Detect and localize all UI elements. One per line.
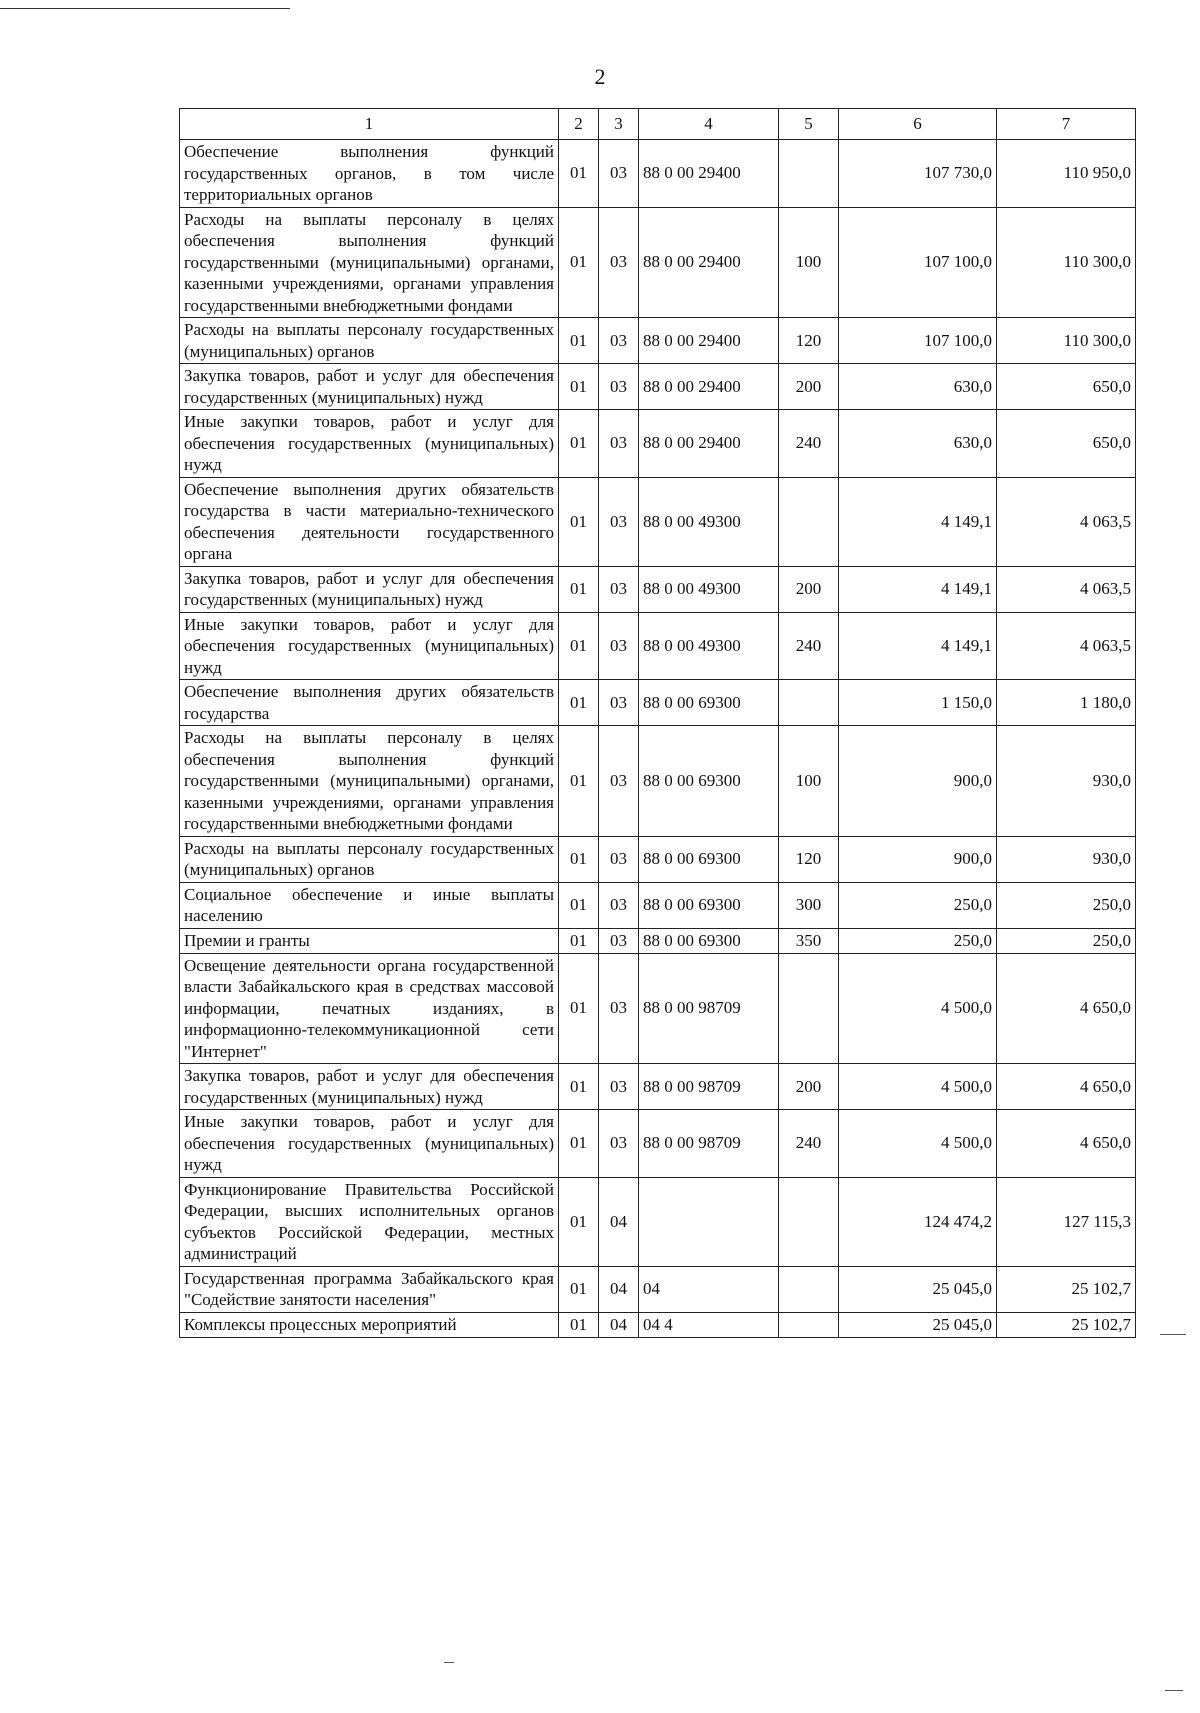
cell-expense-type xyxy=(779,1312,839,1337)
cell-subsection: 04 xyxy=(599,1312,639,1337)
cell-amount-year1: 630,0 xyxy=(839,364,997,410)
cell-target-article xyxy=(639,1177,779,1266)
cell-section: 01 xyxy=(559,364,599,410)
cell-subsection: 04 xyxy=(599,1177,639,1266)
cell-amount-year2: 930,0 xyxy=(997,726,1136,837)
cell-subsection: 03 xyxy=(599,612,639,680)
cell-amount-year1: 107 100,0 xyxy=(839,318,997,364)
cell-amount-year1: 4 149,1 xyxy=(839,612,997,680)
table-body xyxy=(180,140,1136,1338)
table-row xyxy=(180,1110,1136,1178)
cell-name: Обеспечение выполнения функций государственных органов, в том числе территориальных органов xyxy=(180,140,559,208)
cell-section: 01 xyxy=(559,566,599,612)
cell-name: Расходы на выплаты персоналу в целях обеспечения выполнения функций государственными (муниципальными) органами, казенными учреждениями, органами управления государственными внебюджетными фондами xyxy=(180,726,559,837)
top-rule xyxy=(0,8,290,9)
cell-amount-year2: 1 180,0 xyxy=(997,680,1136,726)
cell-section: 01 xyxy=(559,680,599,726)
cell-name: Иные закупки товаров, работ и услуг для обеспечения государственных (муниципальных) нужд xyxy=(180,612,559,680)
cell-amount-year1: 107 100,0 xyxy=(839,207,997,318)
cell-name: Расходы на выплаты персоналу государственных (муниципальных) органов xyxy=(180,318,559,364)
page-number: 2 xyxy=(594,64,606,89)
cell-target-article: 88 0 00 69300 xyxy=(639,680,779,726)
cell-name: Премии и гранты xyxy=(180,928,559,953)
cell-expense-type: 240 xyxy=(779,410,839,478)
cell-section: 01 xyxy=(559,953,599,1064)
cell-expense-type: 300 xyxy=(779,882,839,928)
table-row xyxy=(180,1177,1136,1266)
cell-expense-type xyxy=(779,140,839,208)
cell-amount-year1: 124 474,2 xyxy=(839,1177,997,1266)
cell-expense-type xyxy=(779,680,839,726)
cell-name: Иные закупки товаров, работ и услуг для обеспечения государственных (муниципальных) нужд xyxy=(180,410,559,478)
cell-amount-year2: 25 102,7 xyxy=(997,1312,1136,1337)
header-cell-section: 2 xyxy=(559,109,599,140)
header-cell-expense-type: 5 xyxy=(779,109,839,140)
cell-name: Закупка товаров, работ и услуг для обеспечения государственных (муниципальных) нужд xyxy=(180,566,559,612)
cell-amount-year1: 25 045,0 xyxy=(839,1266,997,1312)
cell-section: 01 xyxy=(559,318,599,364)
header-cell-amount-year1: 6 xyxy=(839,109,997,140)
cell-subsection: 03 xyxy=(599,477,639,566)
margin-mark xyxy=(1165,1690,1183,1691)
cell-name: Обеспечение выполнения других обязательств государства xyxy=(180,680,559,726)
cell-subsection: 03 xyxy=(599,207,639,318)
header-cell-name: 1 xyxy=(180,109,559,140)
cell-target-article: 88 0 00 29400 xyxy=(639,364,779,410)
cell-expense-type xyxy=(779,1266,839,1312)
cell-amount-year1: 900,0 xyxy=(839,836,997,882)
table-row xyxy=(180,1064,1136,1110)
cell-subsection: 03 xyxy=(599,953,639,1064)
cell-section: 01 xyxy=(559,207,599,318)
cell-subsection: 03 xyxy=(599,1064,639,1110)
cell-expense-type: 100 xyxy=(779,726,839,837)
cell-target-article: 88 0 00 29400 xyxy=(639,207,779,318)
cell-target-article: 88 0 00 98709 xyxy=(639,1110,779,1178)
cell-section: 01 xyxy=(559,928,599,953)
cell-amount-year2: 110 300,0 xyxy=(997,318,1136,364)
cell-section: 01 xyxy=(559,1064,599,1110)
cell-amount-year1: 630,0 xyxy=(839,410,997,478)
cell-target-article: 04 xyxy=(639,1266,779,1312)
cell-target-article: 88 0 00 69300 xyxy=(639,882,779,928)
cell-section: 01 xyxy=(559,477,599,566)
cell-subsection: 03 xyxy=(599,928,639,953)
table-row xyxy=(180,1266,1136,1312)
cell-section: 01 xyxy=(559,140,599,208)
cell-amount-year1: 25 045,0 xyxy=(839,1312,997,1337)
cell-target-article: 88 0 00 98709 xyxy=(639,1064,779,1110)
cell-section: 01 xyxy=(559,1266,599,1312)
cell-amount-year2: 127 115,3 xyxy=(997,1177,1136,1266)
cell-amount-year2: 4 650,0 xyxy=(997,953,1136,1064)
table-row xyxy=(180,318,1136,364)
cell-target-article: 88 0 00 29400 xyxy=(639,318,779,364)
cell-section: 01 xyxy=(559,882,599,928)
cell-name: Функционирование Правительства Российской Федерации, высших исполнительных органов субъектов Российской Федерации, местных администраций xyxy=(180,1177,559,1266)
cell-section: 01 xyxy=(559,836,599,882)
cell-name: Иные закупки товаров, работ и услуг для обеспечения государственных (муниципальных) нужд xyxy=(180,1110,559,1178)
cell-amount-year2: 4 650,0 xyxy=(997,1064,1136,1110)
header-cell-amount-year2: 7 xyxy=(997,109,1136,140)
cell-subsection: 03 xyxy=(599,140,639,208)
cell-section: 01 xyxy=(559,1110,599,1178)
cell-amount-year1: 4 149,1 xyxy=(839,477,997,566)
cell-expense-type: 120 xyxy=(779,318,839,364)
header-cell-subsection: 3 xyxy=(599,109,639,140)
cell-amount-year2: 4 063,5 xyxy=(997,566,1136,612)
cell-name: Расходы на выплаты персоналу государственных (муниципальных) органов xyxy=(180,836,559,882)
cell-amount-year1: 1 150,0 xyxy=(839,680,997,726)
cell-target-article: 88 0 00 69300 xyxy=(639,836,779,882)
cell-section: 01 xyxy=(559,1177,599,1266)
cell-name: Освещение деятельности органа государственной власти Забайкальского края в средствах массовой информации, печатных изданиях, в информационно-телекоммуникационной сети "Интернет" xyxy=(180,953,559,1064)
cell-subsection: 03 xyxy=(599,1110,639,1178)
table-row xyxy=(180,953,1136,1064)
cell-amount-year1: 900,0 xyxy=(839,726,997,837)
cell-section: 01 xyxy=(559,1312,599,1337)
cell-section: 01 xyxy=(559,726,599,837)
cell-target-article: 88 0 00 69300 xyxy=(639,726,779,837)
cell-amount-year1: 250,0 xyxy=(839,882,997,928)
cell-name: Социальное обеспечение и иные выплаты населению xyxy=(180,882,559,928)
cell-expense-type xyxy=(779,477,839,566)
header-cell-target-article: 4 xyxy=(639,109,779,140)
cell-amount-year2: 4 650,0 xyxy=(997,1110,1136,1178)
cell-name: Комплексы процессных мероприятий xyxy=(180,1312,559,1337)
table-row xyxy=(180,726,1136,837)
cell-amount-year2: 250,0 xyxy=(997,882,1136,928)
cell-target-article: 88 0 00 29400 xyxy=(639,410,779,478)
cell-amount-year1: 4 500,0 xyxy=(839,1110,997,1178)
table-row xyxy=(180,566,1136,612)
cell-amount-year2: 930,0 xyxy=(997,836,1136,882)
cell-name: Государственная программа Забайкальского края "Содействие занятости населения" xyxy=(180,1266,559,1312)
cell-expense-type: 120 xyxy=(779,836,839,882)
cell-expense-type xyxy=(779,1177,839,1266)
cell-expense-type xyxy=(779,953,839,1064)
cell-subsection: 03 xyxy=(599,680,639,726)
cell-target-article: 88 0 00 98709 xyxy=(639,953,779,1064)
cell-name: Расходы на выплаты персоналу в целях обеспечения выполнения функций государственными (муниципальными) органами, казенными учреждениями, органами управления государственными внебюджетными фондами xyxy=(180,207,559,318)
cell-amount-year2: 4 063,5 xyxy=(997,612,1136,680)
cell-amount-year1: 4 500,0 xyxy=(839,953,997,1064)
cell-amount-year1: 107 730,0 xyxy=(839,140,997,208)
margin-mark xyxy=(444,1662,454,1663)
cell-name: Закупка товаров, работ и услуг для обеспечения государственных (муниципальных) нужд xyxy=(180,1064,559,1110)
cell-amount-year2: 650,0 xyxy=(997,364,1136,410)
cell-target-article: 88 0 00 29400 xyxy=(639,140,779,208)
cell-amount-year2: 110 300,0 xyxy=(997,207,1136,318)
table-row xyxy=(180,882,1136,928)
cell-subsection: 03 xyxy=(599,566,639,612)
cell-subsection: 03 xyxy=(599,410,639,478)
cell-expense-type: 350 xyxy=(779,928,839,953)
table-row xyxy=(180,140,1136,208)
cell-expense-type: 240 xyxy=(779,1110,839,1178)
cell-subsection: 03 xyxy=(599,364,639,410)
table-row xyxy=(180,477,1136,566)
table-row xyxy=(180,680,1136,726)
table-row xyxy=(180,612,1136,680)
cell-subsection: 03 xyxy=(599,836,639,882)
cell-target-article: 88 0 00 49300 xyxy=(639,566,779,612)
cell-amount-year2: 110 950,0 xyxy=(997,140,1136,208)
cell-subsection: 03 xyxy=(599,318,639,364)
cell-subsection: 03 xyxy=(599,882,639,928)
cell-expense-type: 200 xyxy=(779,1064,839,1110)
cell-amount-year1: 4 149,1 xyxy=(839,566,997,612)
cell-amount-year1: 4 500,0 xyxy=(839,1064,997,1110)
cell-section: 01 xyxy=(559,612,599,680)
cell-amount-year2: 650,0 xyxy=(997,410,1136,478)
table-row xyxy=(180,1312,1136,1337)
table-row xyxy=(180,836,1136,882)
cell-name: Обеспечение выполнения других обязательств государства в части материально-технического обеспечения деятельности государственного органа xyxy=(180,477,559,566)
cell-amount-year2: 250,0 xyxy=(997,928,1136,953)
margin-mark xyxy=(1160,1334,1186,1335)
cell-section: 01 xyxy=(559,410,599,478)
cell-target-article: 88 0 00 49300 xyxy=(639,477,779,566)
table-row xyxy=(180,928,1136,953)
cell-subsection: 04 xyxy=(599,1266,639,1312)
table-row xyxy=(180,207,1136,318)
header-row xyxy=(180,109,1136,140)
table-row xyxy=(180,364,1136,410)
cell-name: Закупка товаров, работ и услуг для обеспечения государственных (муниципальных) нужд xyxy=(180,364,559,410)
cell-target-article: 88 0 00 49300 xyxy=(639,612,779,680)
budget-table xyxy=(179,108,1136,1338)
cell-target-article: 04 4 xyxy=(639,1312,779,1337)
table-row xyxy=(180,410,1136,478)
cell-expense-type: 200 xyxy=(779,364,839,410)
cell-expense-type: 240 xyxy=(779,612,839,680)
cell-expense-type: 100 xyxy=(779,207,839,318)
cell-amount-year1: 250,0 xyxy=(839,928,997,953)
cell-expense-type: 200 xyxy=(779,566,839,612)
cell-amount-year2: 25 102,7 xyxy=(997,1266,1136,1312)
cell-target-article: 88 0 00 69300 xyxy=(639,928,779,953)
cell-amount-year2: 4 063,5 xyxy=(997,477,1136,566)
cell-subsection: 03 xyxy=(599,726,639,837)
